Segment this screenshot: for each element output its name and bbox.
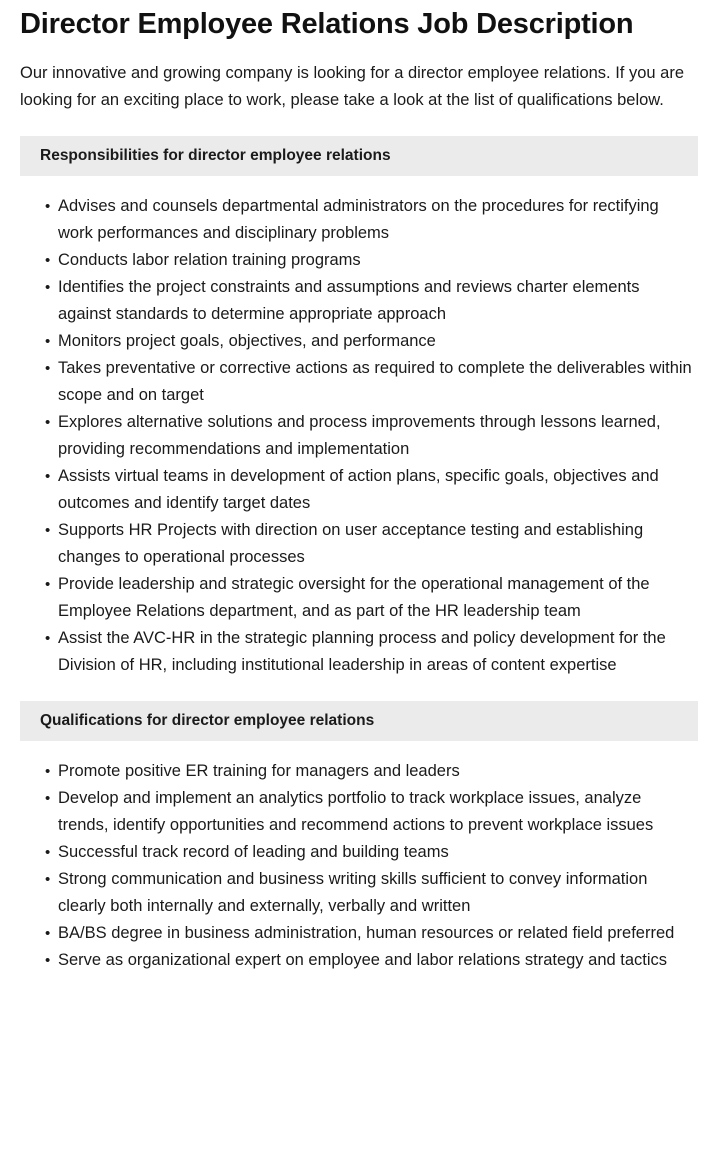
section-heading-label: Responsibilities for director employee relations [40,147,391,165]
section-heading-label: Qualifications for director employee relations [40,712,375,730]
list-item: • Conducts labor relation training programs [45,247,696,274]
list-item: • Provide leadership and strategic oversight for the operational management of the Employee Relations department, and as part of the HR leadership team [45,571,696,625]
list-item: • Identifies the project constraints and assumptions and reviews charter elements against standards to determine appropriate approach [45,274,696,328]
list-item: • Takes preventative or corrective actions as required to complete the deliverables within scope and on target [45,355,696,409]
section-qualifications [0,701,720,974]
list-item: • Develop and implement an analytics portfolio to track workplace issues, analyze trends, identify opportunities and recommend actions to prevent workplace issues [45,785,696,839]
responsibilities-list [0,176,720,679]
section-responsibilities [0,136,720,679]
list-item: • BA/BS degree in business administration, human resources or related field preferred [45,920,696,947]
list-item: • Successful track record of leading and building teams [45,839,696,866]
list-item: • Assist the AVC-HR in the strategic planning process and policy development for the Division of HR, including institutional leadership in areas of content expertise [45,625,696,679]
page-title: Director Employee Relations Job Description [20,8,634,40]
list-item: • Advises and counsels departmental administrators on the procedures for rectifying work performances and disciplinary problems [45,193,696,247]
list-item: • Monitors project goals, objectives, and performance [45,328,696,355]
list-item: • Promote positive ER training for managers and leaders [45,758,696,785]
section-header-responsibilities [20,136,698,176]
list-item: • Assists virtual teams in development of action plans, specific goals, objectives and outcomes and identify target dates [45,463,696,517]
list-item: • Strong communication and business writing skills sufficient to convey information clearly both internally and externally, verbally and written [45,866,696,920]
section-header-qualifications [20,701,698,741]
list-item: • Supports HR Projects with direction on user acceptance testing and establishing changes to operational processes [45,517,696,571]
qualifications-list [0,741,720,974]
list-item: • Serve as organizational expert on employee and labor relations strategy and tactics [45,947,696,974]
list-item: • Explores alternative solutions and process improvements through lessons learned, providing recommendations and implementation [45,409,696,463]
intro-paragraph: Our innovative and growing company is looking for a director employee relations. If you are looking for an exciting place to work, please take a look at the list of qualifications below. [20,63,685,109]
